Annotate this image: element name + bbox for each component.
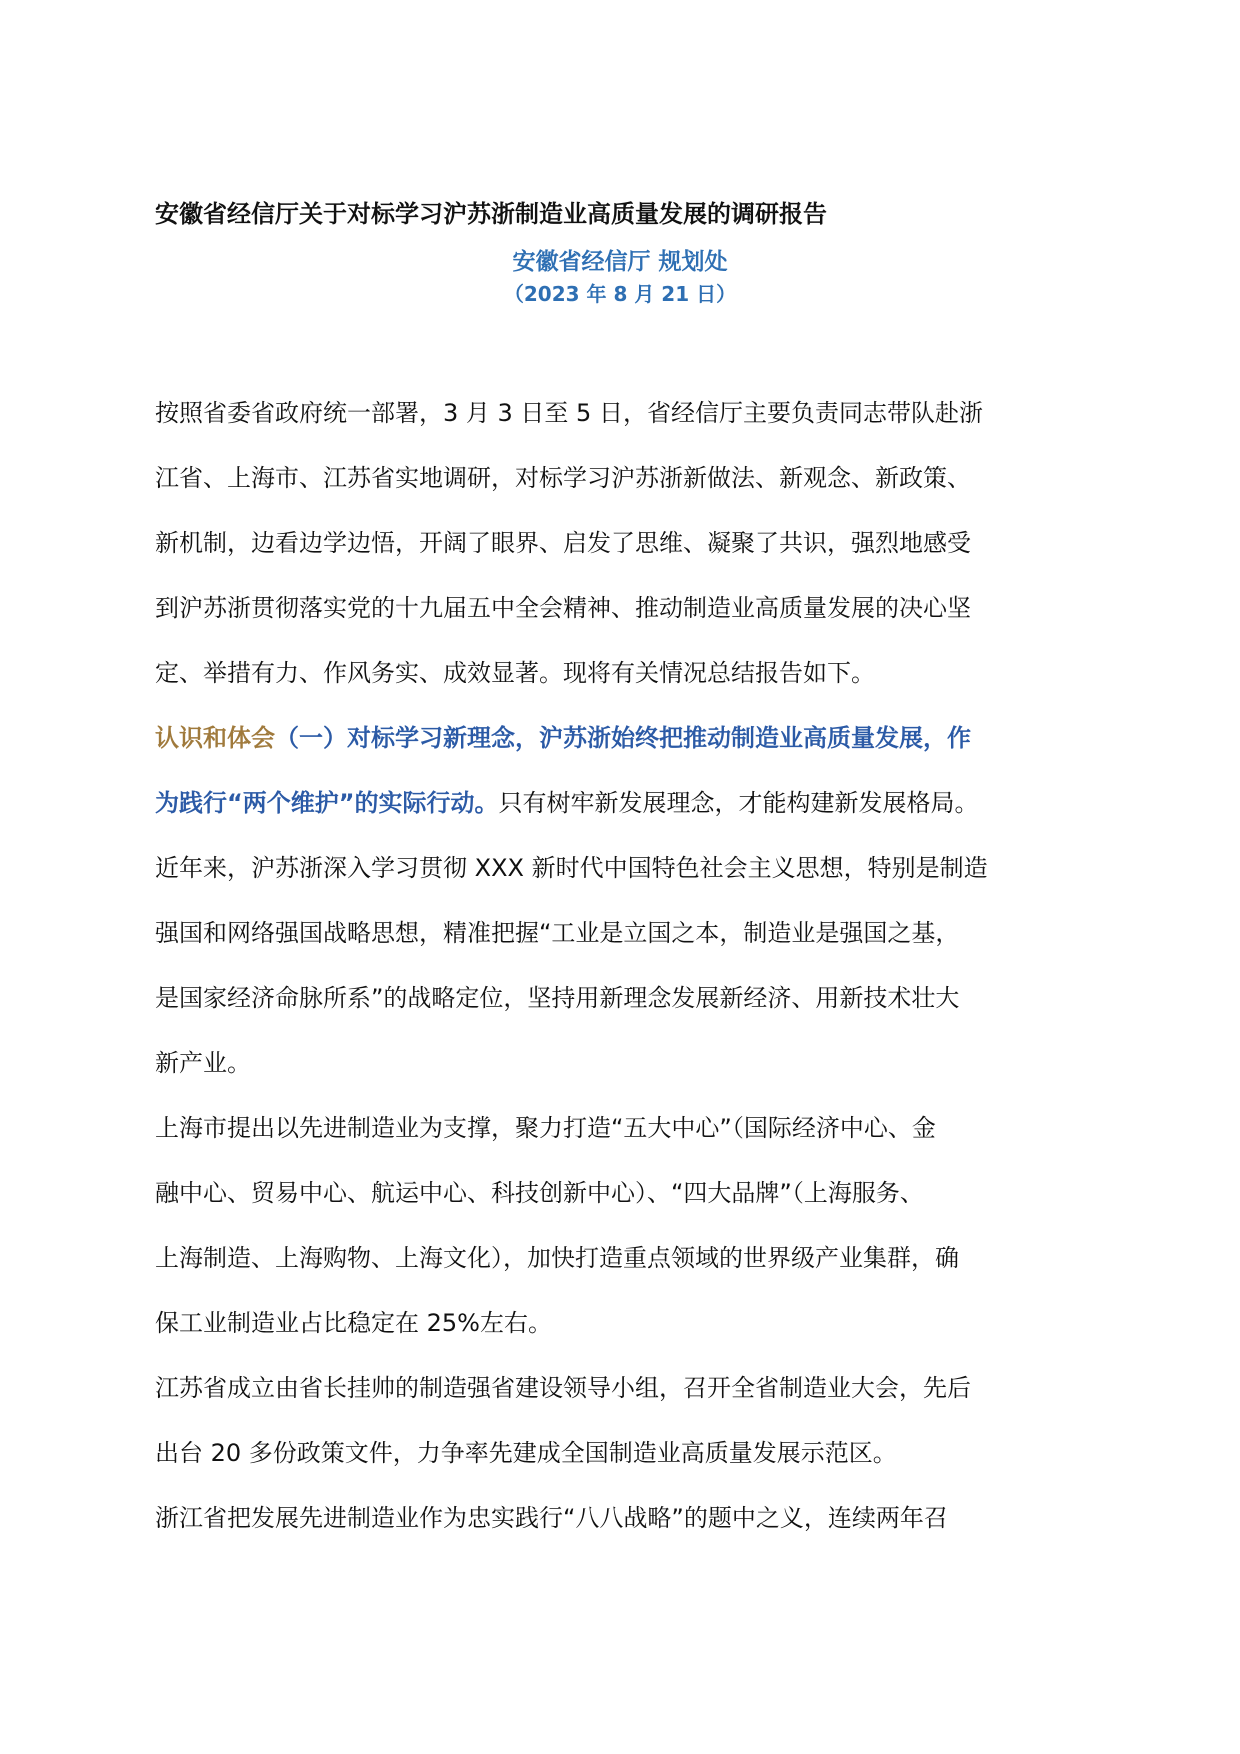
- text-line: 按照省委省政府统一部署，3 月 3 日至 5 日，省经信厅主要负责同志带队赴浙: [155, 399, 983, 427]
- text-line: 新产业。: [155, 1049, 251, 1077]
- document-title: 安徽省经信厅关于对标学习沪苏浙制造业高质量发展的调研报告: [155, 200, 827, 228]
- section-heading-label: 认识和体会: [155, 724, 275, 752]
- text-run: 只有树牢新发展理念，才能构建新发展格局。: [498, 789, 979, 817]
- section-heading-line: [155, 771, 1085, 836]
- text-line: 上海制造、上海购物、上海文化），加快打造重点领域的世界级产业集群，确: [155, 1244, 959, 1272]
- text-line: 到沪苏浙贯彻落实党的十九届五中全会精神、推动制造业高质量发展的决心坚: [155, 594, 971, 622]
- subsection-heading: （一）对标学习新理念，沪苏浙始终把推动制造业高质量发展，作: [275, 724, 971, 752]
- text-line: 江苏省成立由省长挂帅的制造强省建设领导小组，召开全省制造业大会，先后: [155, 1374, 971, 1402]
- text-line: 近年来，沪苏浙深入学习贯彻 XXX 新时代中国特色社会主义思想，特别是制造: [155, 854, 988, 882]
- text-line: 强国和网络强国战略思想，精准把握“工业是立国之本，制造业是强国之基，: [155, 919, 960, 947]
- text-line: 新机制，边看边学边悟，开阔了眼界、启发了思维、凝聚了共识，强烈地感受: [155, 529, 971, 557]
- text-line: 出台 20 多份政策文件，力争率先建成全国制造业高质量发展示范区。: [155, 1439, 897, 1467]
- paragraph-zhejiang: [155, 1486, 1085, 1551]
- paragraph-intro: [155, 381, 1085, 706]
- text-line: 保工业制造业占比稳定在 25%左右。: [155, 1309, 552, 1337]
- text-line: 江省、上海市、江苏省实地调研，对标学习沪苏浙新做法、新观念、新政策、: [155, 464, 971, 492]
- paragraph-section-one: [155, 706, 1085, 1096]
- section-heading-line: [155, 706, 1085, 771]
- text-line: 定、举措有力、作风务实、成效显著。现将有关情况总结报告如下。: [155, 659, 875, 687]
- text-line: 融中心、贸易中心、航运中心、科技创新中心）、“四大品牌”（上海服务、: [155, 1179, 924, 1207]
- document-author: 安徽省经信厅 规划处: [512, 249, 728, 275]
- text-line: 是国家经济命脉所系”的战略定位，坚持用新理念发展新经济、用新技术壮大: [155, 984, 960, 1012]
- document-body: [155, 381, 1085, 1551]
- document-date: （2023 年 8 月 21 日）: [503, 282, 737, 306]
- subsection-heading-continued: 为践行“两个维护”的实际行动。: [155, 789, 499, 817]
- text-line: 浙江省把发展先进制造业作为忠实践行“八八战略”的题中之义，连续两年召: [155, 1504, 948, 1532]
- paragraph-jiangsu: [155, 1356, 1085, 1486]
- text-line: 上海市提出以先进制造业为支撑，聚力打造“五大中心”（国际经济中心、金: [155, 1114, 936, 1142]
- paragraph-shanghai: [155, 1096, 1085, 1356]
